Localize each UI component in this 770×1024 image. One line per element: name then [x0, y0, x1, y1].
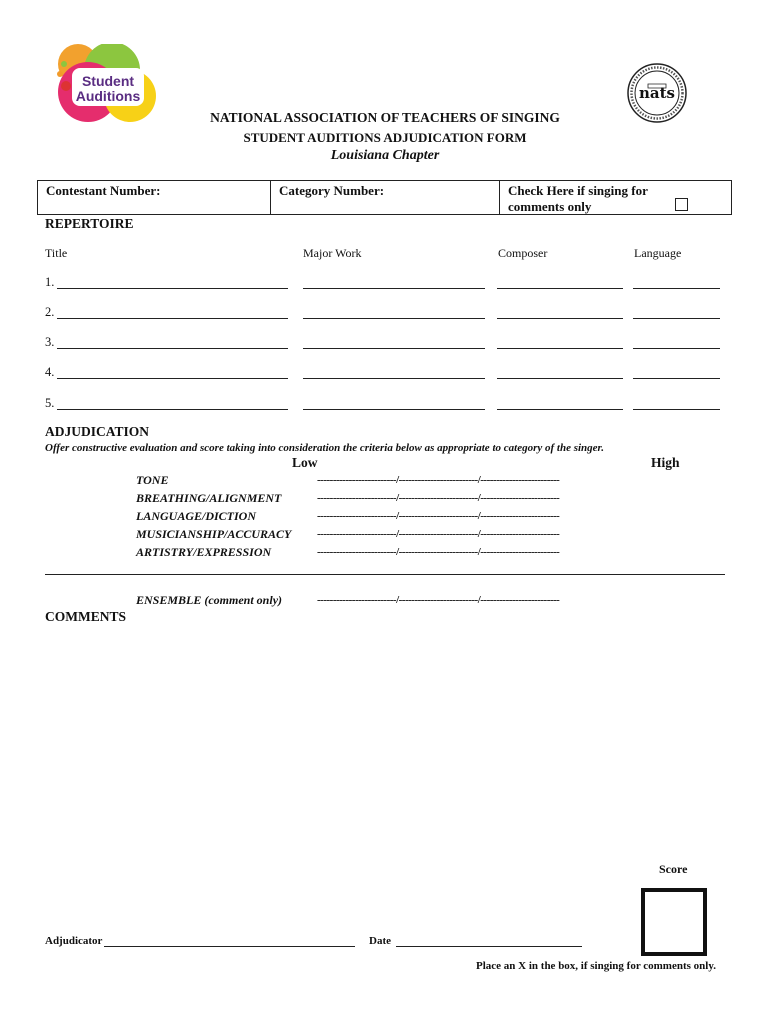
adjudication-heading: ADJUDICATION: [45, 424, 150, 439]
criterion-label: TONE: [136, 473, 169, 487]
title-entry-line[interactable]: [57, 318, 288, 319]
major-work-entry-line[interactable]: [303, 378, 485, 379]
comments-heading: COMMENTS: [45, 609, 126, 624]
language-entry-line[interactable]: [633, 409, 720, 410]
adjudication-instruction: Offer constructive evaluation and score taking into consideration the criteria below as appropriate to category of the singer.: [45, 442, 604, 454]
form-title: STUDENT AUDITIONS ADJUDICATION FORM: [243, 130, 527, 145]
major-work-entry-line[interactable]: [303, 409, 485, 410]
low-label: Low: [292, 455, 318, 470]
title-entry-line[interactable]: [57, 348, 288, 349]
composer-entry-line[interactable]: [497, 288, 623, 289]
comments-area[interactable]: [45, 628, 725, 848]
category-number-field[interactable]: [271, 181, 500, 214]
title-entry-line[interactable]: [57, 378, 288, 379]
rating-scale[interactable]: -------------------------/-------------------------/-------------------------: [317, 546, 560, 558]
section-divider: [45, 574, 725, 575]
rating-scale[interactable]: -------------------------/-------------------------/-------------------------: [317, 528, 560, 540]
criterion-label: MUSICIANSHIP/ACCURACY: [136, 527, 292, 541]
language-entry-line[interactable]: [633, 288, 720, 289]
ensemble-rating-scale[interactable]: -------------------------/-------------------------/-------------------------: [317, 594, 560, 606]
ensemble-label: ENSEMBLE (comment only): [136, 593, 283, 607]
adjudicator-signature-line[interactable]: [104, 946, 355, 947]
repertoire-row-number: 5.: [45, 396, 55, 410]
comments-only-label-2: comments only: [508, 199, 592, 214]
composer-entry-line[interactable]: [497, 318, 623, 319]
rating-scale[interactable]: -------------------------/-------------------------/-------------------------: [317, 474, 560, 486]
col-language: Language: [634, 246, 682, 260]
repertoire-row-number: 1.: [45, 275, 55, 289]
score-label: Score: [659, 862, 688, 876]
composer-entry-line[interactable]: [497, 348, 623, 349]
major-work-entry-line[interactable]: [303, 288, 485, 289]
repertoire-row-number: 4.: [45, 365, 55, 379]
contestant-number-field[interactable]: [38, 181, 271, 214]
contestant-info-box: [37, 180, 732, 215]
category-number-label: Category Number:: [279, 183, 385, 198]
title-entry-line[interactable]: [57, 288, 288, 289]
language-entry-line[interactable]: [633, 348, 720, 349]
criterion-label: ARTISTRY/EXPRESSION: [136, 545, 272, 559]
repertoire-row-number: 3.: [45, 335, 55, 349]
date-entry-line[interactable]: [396, 946, 582, 947]
contestant-number-label: Contestant Number:: [46, 183, 161, 198]
language-entry-line[interactable]: [633, 318, 720, 319]
svg-text:Auditions: Auditions: [75, 88, 141, 104]
title-entry-line[interactable]: [57, 409, 288, 410]
comments-only-cell: [500, 181, 731, 214]
comments-only-label-1: Check Here if singing for: [508, 183, 648, 198]
high-label: High: [651, 455, 680, 470]
major-work-entry-line[interactable]: [303, 318, 485, 319]
col-major-work: Major Work: [303, 246, 362, 260]
comments-only-checkbox[interactable]: [675, 198, 688, 211]
comments-only-note: Place an X in the box, if singing for comments only.: [476, 960, 716, 972]
rating-scale[interactable]: -------------------------/-------------------------/-------------------------: [317, 492, 560, 504]
composer-entry-line[interactable]: [497, 409, 623, 410]
chapter-title: Louisiana Chapter: [330, 148, 440, 163]
rating-scale[interactable]: -------------------------/-------------------------/-------------------------: [317, 510, 560, 522]
language-entry-line[interactable]: [633, 378, 720, 379]
repertoire-row-number: 2.: [45, 305, 55, 319]
svg-text:nats: nats: [639, 84, 675, 102]
svg-text:Student: Student: [81, 73, 135, 89]
score-box[interactable]: [641, 888, 707, 956]
col-title: Title: [45, 246, 68, 260]
repertoire-heading: REPERTOIRE: [45, 216, 134, 231]
date-label: Date: [369, 935, 391, 947]
adjudicator-label: Adjudicator: [45, 935, 103, 947]
col-composer: Composer: [498, 246, 548, 260]
criterion-label: BREATHING/ALIGNMENT: [136, 491, 282, 505]
major-work-entry-line[interactable]: [303, 348, 485, 349]
org-title: NATIONAL ASSOCIATION OF TEACHERS OF SINGING: [210, 110, 560, 125]
composer-entry-line[interactable]: [497, 378, 623, 379]
criterion-label: LANGUAGE/DICTION: [136, 509, 257, 523]
